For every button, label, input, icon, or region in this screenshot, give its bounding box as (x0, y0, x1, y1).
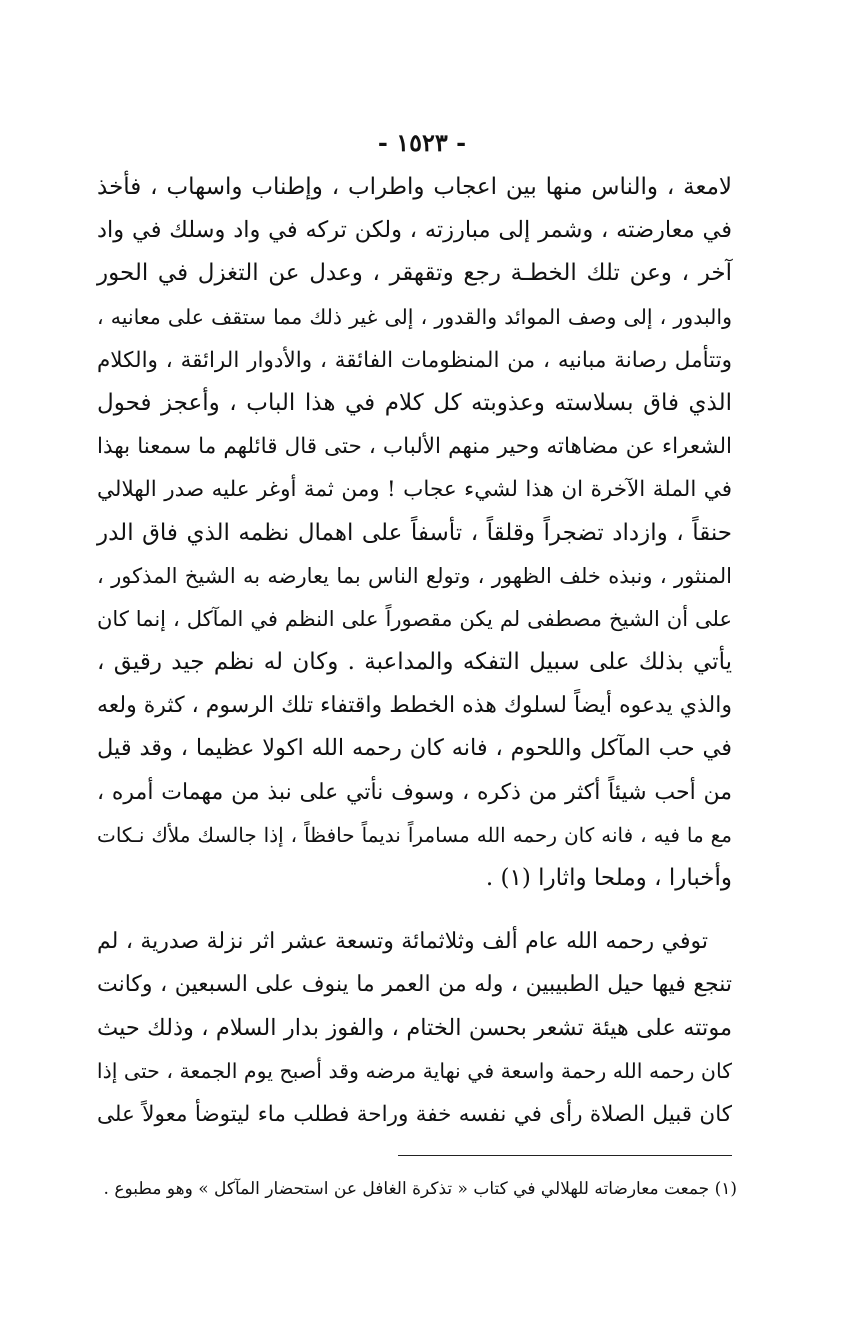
paragraph-gap (97, 900, 732, 920)
text-line: الذي فاق بسلاسته وعذوبته كل كلام في هذا الباب ، وأعجز فحول (97, 389, 732, 416)
text-line: من أحب شيئاً أكثر من ذكره ، وسوف نأتي على نبذ من مهمات أمره ، (97, 779, 732, 805)
text-line: كان قبيل الصلاة رأى في نفسه خفة وراحة فطلب ماء ليتوضأ معولاً على (97, 1101, 732, 1127)
main-text (97, 166, 732, 1136)
text-line: في الملة الآخرة ان هذا لشيء عجاب ! ومن ثمة أوغر عليه صدر الهلالي (97, 477, 732, 503)
footnote: (١) جمعت معارضاته للهلالي في كتاب « تذكرة الغافل عن استحضار المآكل » وهو مطبوع . (103, 1179, 737, 1199)
text-line: تنجع فيها حيل الطبيبين ، وله من العمر ما ينوف على السبعين ، وكانت (97, 972, 732, 998)
page-number: - ١٥٢٣ - (377, 128, 467, 157)
paragraph-1 (97, 166, 732, 900)
text-line: والبدور ، إلى وصف الموائد والقدور ، إلى غير ذلك مما ستقف على معانيه ، (97, 304, 732, 329)
text-line: في معارضته ، وشمر إلى مبارزته ، ولكن تركه في واد وسلك في واد (97, 217, 732, 244)
text-line: يأتي بذلك على سبيل التفكه والمداعبة . وكان له نظم جيد رقيق ، (97, 649, 732, 676)
text-line: كان رحمه الله رحمة واسعة في نهاية مرضه وقد أصبح يوم الجمعة ، حتى إذا (96, 1058, 732, 1083)
text-line: والذي يدعوه أيضاً لسلوك هذه الخطط واقتفاء تلك الرسوم ، كثرة ولعه (97, 693, 732, 719)
text-line: على أن الشيخ مصطفى لم يكن مقصوراً على النظم في المآكل ، إنما كان (97, 606, 732, 631)
text-line: توفي رحمه الله عام ألف وثلاثمائة وتسعة عشر اثر نزلة صدرية ، لم (97, 929, 708, 955)
text-line: في حب المآكل واللحوم ، فانه كان رحمه الله اكولا عظيما ، وقد قيل (97, 735, 732, 762)
text-line: وأخبارا ، وملحا واثارا (١) . (485, 865, 732, 891)
text-line: حنقاً ، وازداد تضجراً وقلقاً ، تأسفاً على اهمال نظمه الذي فاق الدر (97, 519, 732, 546)
text-line: الشعراء عن مضاهاته وحير منهم الألباب ، حتى قال قائلهم ما سمعنا بهذا (97, 434, 732, 460)
text-line: مع ما فيه ، فانه كان رحمه الله مسامراً نديماً حافظاً ، إذا جالسك ملأك نـكات (97, 822, 732, 847)
text-line: وتتأمل رصانة مبانيه ، من المنظومات الفائقة ، والأدوار الرائقة ، والكلام (97, 347, 732, 373)
text-line: موتته على هيئة تشعر بحسن الختام ، والفوز بدار السلام ، وذلك حيث (97, 1014, 732, 1041)
text-line: آخر ، وعن تلك الخطـة رجع وتقهقر ، وعدل عن التغزل في الحور (97, 260, 732, 287)
text-line: لامعة ، والناس منها بين اعجاب واطراب ، وإطناب واسهاب ، فأخذ (97, 174, 732, 200)
paragraph-2 (97, 920, 732, 1136)
text-line: المنثور ، ونبذه خلف الظهور ، وتولع الناس بما يعارضه به الشيخ المذكور ، (97, 563, 732, 588)
footnote-divider (398, 1155, 732, 1156)
